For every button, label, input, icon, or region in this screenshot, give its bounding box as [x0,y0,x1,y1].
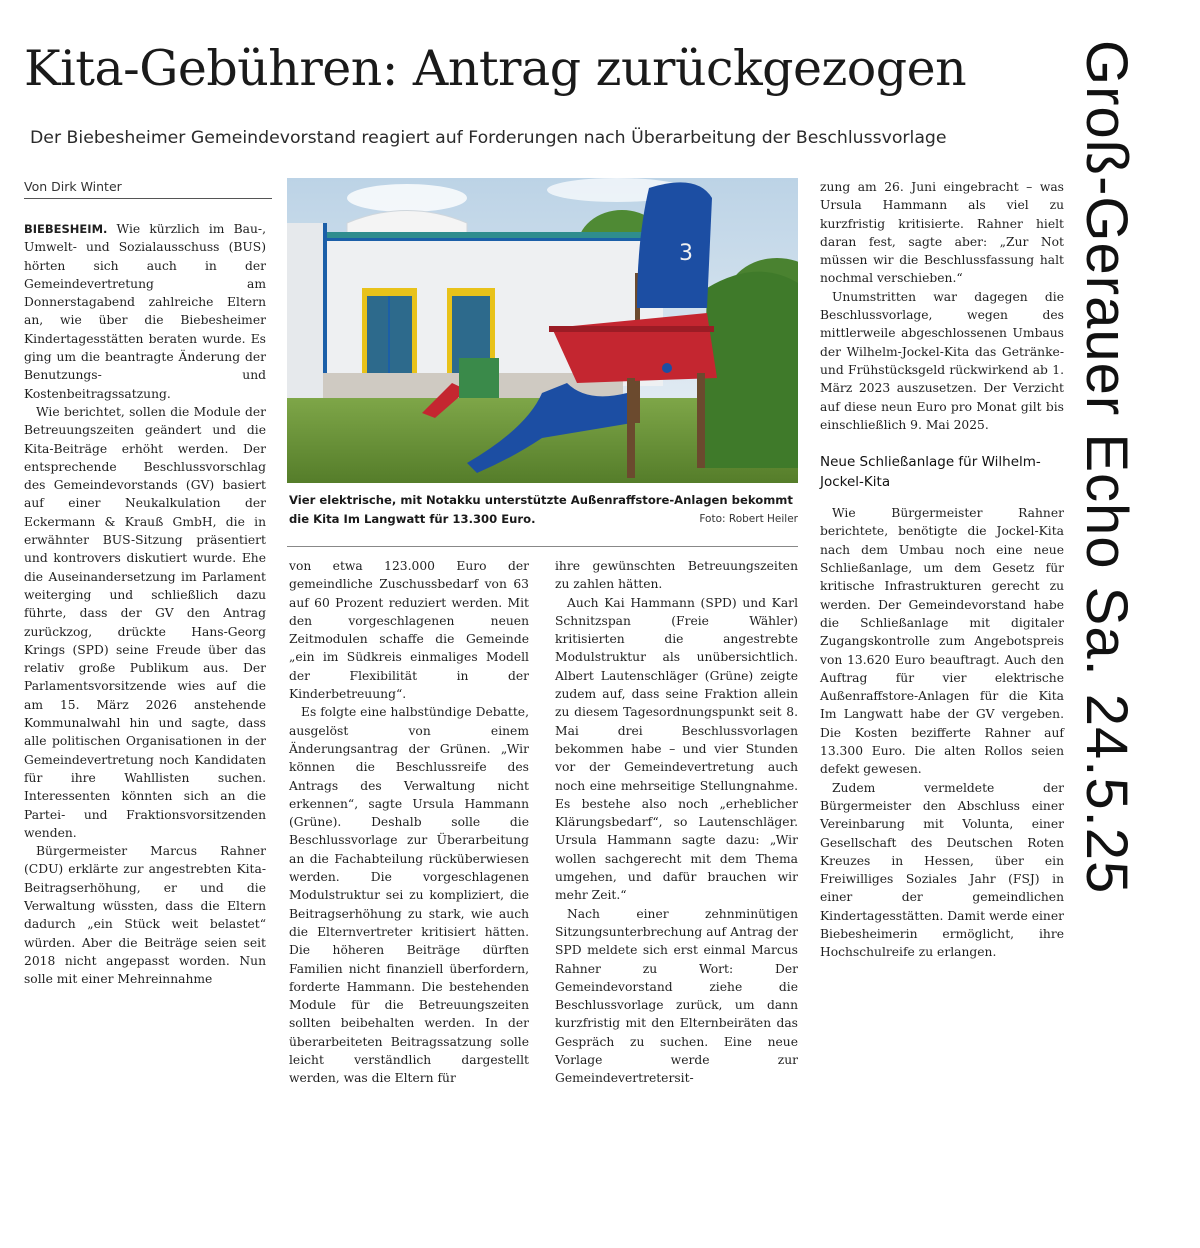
paragraph: ihre gewünschten Betreuungszeiten zu zahlen hätten. [555,559,798,592]
author-byline: Von Dirk Winter [24,179,122,194]
caption-text: Vier elektrische, mit Notakku unterstützte Außenraffstore-Anlagen bekommt die Kita Im Langwatt für 13.300 Euro. [289,493,793,526]
paragraph: von etwa 123.000 Euro der gemeindliche Zuschussbedarf von 63 auf 60 Prozent reduziert werden. Mit den vorgeschlagenen neuen Zeitmodulen schaffe die Gemeinde „ein im Südkreis einmaliges Modell der Flexibilität in der Kinderbetreuung“. [289,559,529,702]
byline-divider [24,198,272,199]
column-1 [24,220,266,988]
dateline: BIEBESHEIM. [24,222,108,236]
subheadline: Der Biebesheimer Gemeindevorstand reagiert auf Forderungen nach Überarbeitung der Beschlussvorlage [30,128,947,148]
paragraph-text: Wie kürzlich im Bau-, Umwelt- und Sozialausschuss (BUS) hörten sich auch in der Gemeindevertretung am Donnerstagabend zahlreiche Eltern an, wie über die Biebesheimer Kindertagesstätten beraten wurde. Es ging um die beantragte Änderung der Benutzungs- und Kostenbeitragssatzung. [24,222,266,401]
caption-divider [287,546,798,547]
paragraph: zung am 26. Juni eingebracht – was Ursula Hammann als viel zu kurzfristig kritisierte. Rahner hielt daran fest, sagte aber: „Zur Not müssen wir die Beschlussfassung halt nochmal verschieben.“ [820,180,1064,286]
article-photo [287,178,798,483]
playground-photo [287,178,798,483]
paragraph: Zudem vermeldete der Bürgermeister den Abschluss einer Vereinbarung mit Volunta, einer Gesellschaft des Deutschen Roten Kreuzes in Hessen, über ein Freiwilliges Soziales Jahr (FSJ) in einer der gemeindlichen Kindertagesstätten. Damit werde einer Biebesheimerin ermöglicht, ihre Hochschulreife zu erlangen. [820,780,1064,960]
column-4 [820,178,1064,962]
column-2 [289,557,529,1088]
handwritten-source-label: Groß-Gerauer Echo Sa. 24.5.25 [1074,40,1139,895]
column-3 [555,557,798,1088]
paragraph [24,220,266,403]
photo-credit: Foto: Robert Heiler [699,513,798,525]
section-subheading: Neue Schließanlage für Wilhelm-Jockel-Kita [820,454,1041,491]
paragraph: Es folgte eine halbstündige Debatte, ausgelöst von einem Änderungsantrag der Grünen. „Wir können die Beschlussreife des Antrags des Verwaltung nicht erkennen“, sagte Ursula Hammann (Grüne). Deshalb solle die Beschlussvorlage zur Überarbeitung an die Fachabteilung rücküberwiesen werden. Die vorgeschlagenen Modulstruktur sei zu kompliziert, die Beitragserhöhung zu stark, wie auch die Elternvertreter kritisiert hätten. Die höheren Beiträge dürften Familien nicht finanziell überfordern, forderte Hammann. Die bestehenden Module für die Betreuungszeiten sollten beibehalten werden. In der überarbeiteten Beitragssatzung solle leicht verständlich dargestellt werden, was die Eltern für [289,705,529,1086]
photo-caption [289,491,798,529]
paragraph: Wie Bürgermeister Rahner berichtete, benötigte die Jockel-Kita nach dem Umbau noch eine neue Schließanlage, um dem Gesetz für kritische Infrastrukturen gerecht zu werden. Der Gemeindevorstand habe die Schließanlage mit digitaler Zugangskontrolle zum Angebotspreis von 13.620 Euro beauftragt. Auch den Auftrag für vier elektrische Außenraffstore-Anlagen für die Kita Im Langwatt habe der GV vergeben. Die Kosten bezifferte Rahner auf 13.300 Euro. Die alten Rollos seien defekt gewesen. [820,506,1064,777]
boat-number: 3 [679,241,693,266]
paragraph: Auch Kai Hammann (SPD) und Karl Schnitzspan (Freie Wähler) kritisierten die angestrebte Modulstruktur als unübersichtlich. Albert Lautenschläger (Grüne) zeigte zudem auf, dass seine Fraktion allein zu diesem Tagesordnungspunkt seit 8. Mai drei Beschlussvorlagen bekommen habe – und vier Stunden vor der Gemeindevertretung auch noch eine mehrseitige Stellungnahme. Es bestehe also noch „erheblicher Klärungsbedarf“, so Lautenschläger. Ursula Hammann sagte dazu: „Wir wollen sachgerecht mit dem Thema umgehen, und dafür brauchen wir mehr Zeit.“ [555,595,798,903]
headline: Kita-Gebühren: Antrag zurückgezogen [24,40,967,97]
paragraph: Wie berichtet, sollen die Module der Betreuungszeiten geändert und die Kita-Beiträge erhöht werden. Der entsprechende Beschlussvorschlag des Gemeindevorstands (GV) basiert auf einer Neukalkulation der Eckermann & Krauß GmbH, die in erwähnter BUS-Sitzung präsentiert und kontrovers diskutiert wurde. Ehe die Auseinandersetzung im Parlament weiterging und schließlich dazu führte, dass der GV den Antrag zurückzog, drückte Hans-Georg Krings (SPD) seine Freude über das relativ große Publikum aus. Der Parlamentsvorsitzende wies auf die am 15. März 2026 anstehende Kommunalwahl hin und sagte, dass alle politischen Organisationen in der Gemeindevertretung noch Kandidaten für ihre Wahllisten suchen. Interessenten könnten sich an die Partei- und Fraktionsvorsitzenden wenden. [24,404,266,840]
paragraph: Bürgermeister Marcus Rahner (CDU) erklärte zur angestrebten Kita-Beitragserhöhung, er und die Verwaltung wüssten, dass die Eltern dadurch „ein Stück weit belastet“ würden. Aber die Beiträge seien seit 2018 nicht angepasst worden. Nun solle mit einer Mehreinnahme [24,844,266,987]
paragraph: Unumstritten war dagegen die Beschlussvorlage, wegen des mittlerweile abgeschlossenen Umbaus der Wilhelm-Jockel-Kita das Getränke- und Frühstücksgeld rückwirkend ab 1. März 2023 auszusetzen. Der Verzicht auf diese neun Euro pro Monat gilt bis einschließlich 9. Mai 2025. [820,289,1064,432]
paragraph: Nach einer zehnminütigen Sitzungsunterbrechung auf Antrag der SPD meldete sich erst einmal Marcus Rahner zu Wort: Der Gemeindevorstand ziehe die Beschlussvorlage zurück, um dann kurzfristig mit den Elternbeiräten das Gespräch zu suchen. Eine neue Vorlage werde zur Gemeindevertretersit- [555,906,798,1086]
